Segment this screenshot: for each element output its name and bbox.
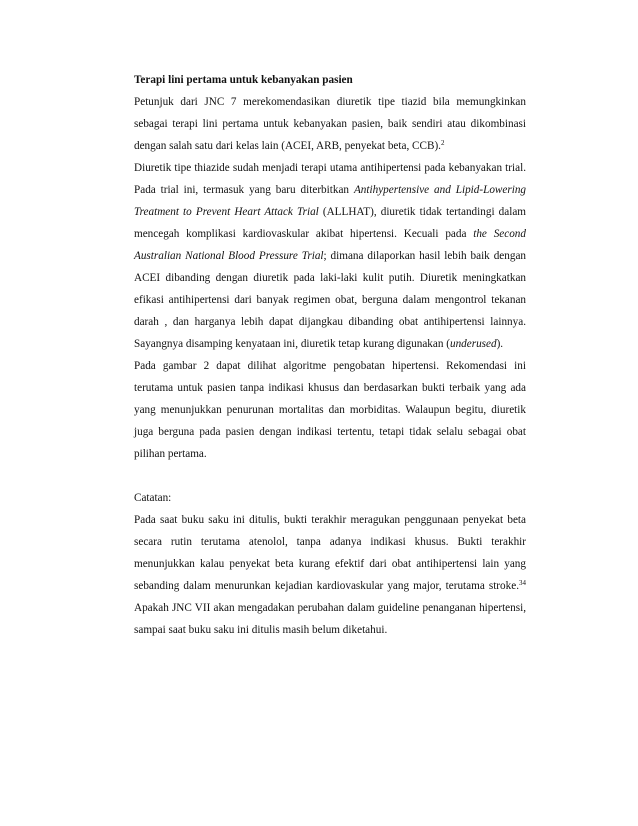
document-page: [134, 69, 526, 641]
paragraph-text: Pada saat buku saku ini ditulis, bukti terakhir meragukan penggunaan penyekat beta secara rutin terutama atenolol, tanpa adanya indikasi khusus. Bukti terakhir menunjukkan kalau penyekat beta kurang efektif dari obat antihipertensi lain yang sebanding dalam menurunkan kejadian kardiovaskular yang major, terutama stroke.: [134, 514, 526, 592]
paragraph-text: Petunjuk dari JNC 7 merekomendasikan diuretik tipe tiazid bila memungkinkan sebagai terapi lini pertama untuk kebanyakan pasien, baik sendiri atau dikombinasi dengan salah satu dari kelas lain (ACEI, ARB, penyekat beta, CCB).: [134, 96, 526, 152]
section-heading: Terapi lini pertama untuk kebanyakan pasien: [134, 74, 353, 86]
note-label: Catatan:: [134, 492, 172, 504]
reference-superscript: 2: [440, 139, 445, 147]
term-underused: underused: [449, 338, 497, 350]
spacer: [134, 465, 526, 487]
paragraph-thiazide-trials: [134, 157, 526, 355]
paragraph-text: Diuretik tipe thiazide sudah menjadi terapi utama antihipertensi pada kebanyakan trial. Pada trial ini, termasuk yang baru diterbitkan: [134, 162, 526, 196]
reference-superscript: 34: [519, 579, 526, 587]
trial-name-australian: the Second Australian National Blood Pressure Trial: [134, 228, 526, 262]
paragraph-algorithm: Pada gambar 2 dapat dilihat algoritme pengobatan hipertensi. Rekomendasi ini terutama untuk pasien tanpa indikasi khusus dan berdasarkan bukti terbaik yang ada yang menunjukkan penurunan mortalitas dan morbiditas. Walaupun begitu, diuretik juga berguna pada pasien dengan indikasi tertentu, tetapi tidak selalu sebagai obat pilihan pertama.: [134, 360, 526, 460]
paragraph-text: ).: [496, 338, 504, 350]
paragraph-text: Apakah JNC VII akan mengadakan perubahan dalam guideline penanganan hipertensi, sampai saat buku saku ini ditulis masih belum diketahui.: [134, 602, 526, 636]
paragraph-jnc7-recommendation: [134, 91, 526, 157]
trial-name-allhat: Antihypertensive and Lipid-Lowering Treatment to Prevent Heart Attack Trial: [134, 184, 527, 218]
paragraph-text: ; dimana dilaporkan hasil lebih baik dengan ACEI dibanding dengan diuretik pada laki-laki kulit putih. Diuretik meningkatkan efikasi antihipertensi dari banyak regimen obat, berguna dalam mengontrol tekanan darah , dan harganya lebih dapat dijangkau dibanding obat antihipertensi lainnya. Sayangnya disamping kenyataan ini, diuretik tetap kurang digunakan (: [134, 250, 526, 350]
paragraph-note: [134, 509, 526, 641]
paragraph-text: (ALLHAT), diuretik tidak tertandingi dalam mencegah komplikasi kardiovaskular akibat hipertensi. Kecuali pada: [134, 206, 526, 240]
